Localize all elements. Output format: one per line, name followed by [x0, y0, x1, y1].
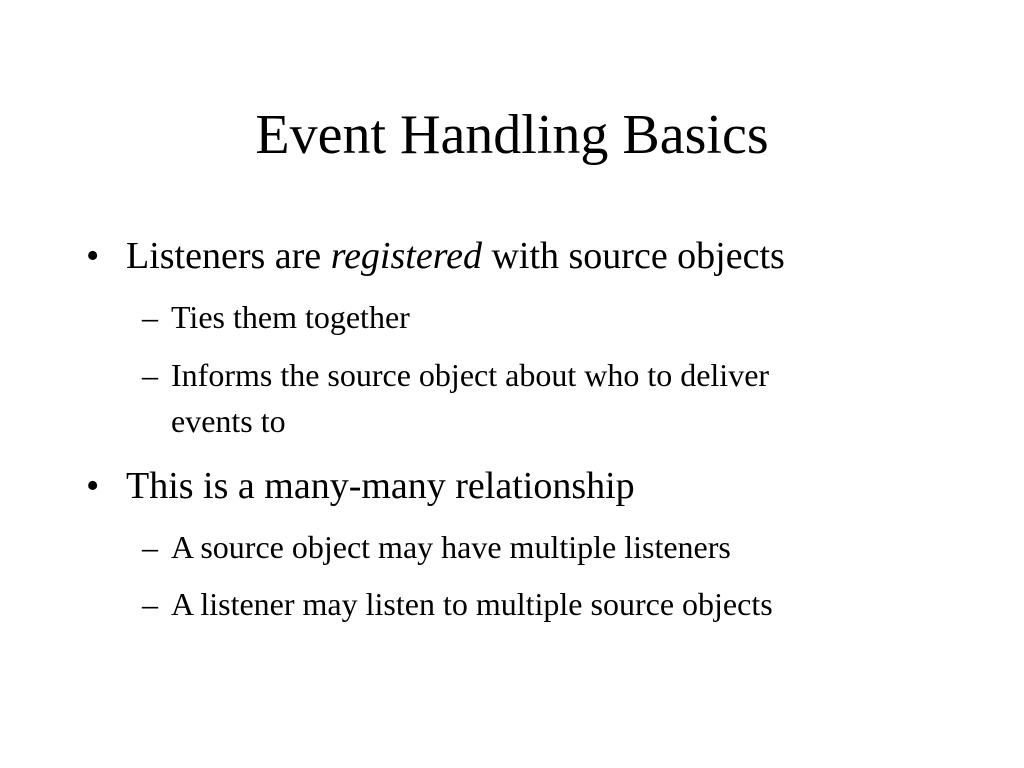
dash-marker: – [142, 529, 158, 565]
bullet-text-emphasis: registered [330, 235, 482, 277]
slide-title: Event Handling Basics [255, 104, 769, 166]
dash-marker: – [142, 357, 158, 393]
bullet-text: This is a many-many relationship [126, 465, 635, 507]
bullet-text-before: Listeners are [126, 235, 331, 277]
bullet-marker: • [86, 465, 100, 507]
dash-marker: – [142, 586, 158, 622]
subitem-text-line1: Informs the source object about who to deliver [171, 357, 770, 393]
bullet-item-relationship [86, 463, 635, 509]
bullet-text-after: with source objects [481, 235, 785, 277]
subitem-informs-source [142, 352, 769, 444]
subitem-text: Ties them together [171, 299, 410, 335]
dash-marker: – [142, 299, 158, 335]
bullet-item-listeners [86, 233, 785, 279]
subitem-multiple-sources [142, 581, 773, 627]
subitem-multiple-listeners [142, 524, 731, 570]
subitem-text-line2: events to [171, 403, 286, 439]
bullet-marker: • [86, 235, 100, 277]
subitem-text: A source object may have multiple listeners [171, 529, 731, 565]
subitem-ties-together [142, 294, 410, 340]
subitem-text: A listener may listen to multiple source objects [171, 586, 773, 622]
